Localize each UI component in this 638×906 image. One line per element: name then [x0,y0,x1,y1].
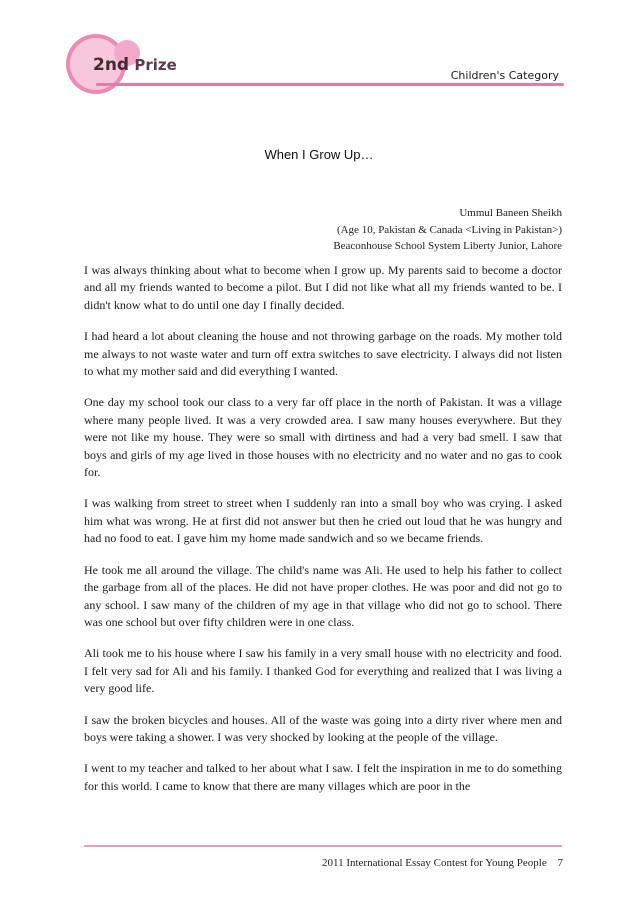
footer-divider [84,845,562,847]
page-number: 7 [557,857,563,869]
page-footer [322,857,563,869]
paragraph: I was always thinking about what to become when I grow up. My parents said to become a doctor and all my friends wanted to become a pilot. But I did not like what all my friends wanted to be. I didn't know what to do until one day I finally decided. [84,263,562,312]
essay-title: When I Grow Up… [264,147,374,162]
category-label: Children's Category [450,69,559,82]
paragraph: Ali took me to his house where I saw his family in a very small house with no electricity and food. I felt very sad for Ali and his family. I thanked God for everything and realized that I was living a very good life. [84,646,562,696]
author-school: Beaconhouse School System Liberty Junior, Lahore [333,240,562,252]
contest-name: 2011 International Essay Contest for Young People [321,857,547,869]
prize-label [93,55,177,75]
paragraph: I saw the broken bicycles and houses. All of the waste was going into a dirty river where men and boys were taking a shower. I was very shocked by looking at the people of the village. [84,712,562,744]
prize-word: Prize [134,56,177,74]
author-block [333,205,562,255]
paragraph: I was walking from street to street when I suddenly ran into a small boy who was crying. I asked him what was wrong. He at first did not answer but then he cried out loud that he was hungry and had no food to eat. I gave him my home made sandwich and so we became friends. [84,496,562,546]
author-info: (Age 10, Pakistan & Canada <Living in Pakistan>) [336,223,562,236]
header-divider [96,83,564,86]
paragraph: I had heard a lot about cleaning the house and not throwing garbage on the roads. My mother told me always to not waste water and turn off extra switches to save electricity. I always did not listen to what my mother said and did everything I wanted. [84,329,562,379]
paragraph: One day my school took our class to a very far off place in the north of Pakistan. It was a village where many people lived. It was a very crowded area. I saw many houses everywhere. But they were not like my house. They were so small with dirtiness and had a very bad smell. I saw that boys and girls of my age lived in those houses with no electricity and no water and no gas to cook for. [84,395,562,480]
prize-number: 2nd [93,55,130,75]
paragraph: I went to my teacher and talked to her about what I saw. I felt the inspiration in me to do something for this world. I came to know that there are many villages which are poor in the [84,761,562,793]
essay-body [84,262,562,809]
author-name: Ummul Baneen Sheikh [459,207,562,219]
paragraph: He took me all around the village. The child's name was Ali. He used to help his father to collect the garbage from all of the places. He did not have proper clothes. He was poor and did not go to any school. I saw many of the children of my age in that village who did not go to school. There was one school but over fifty children were in one class. [84,562,562,629]
